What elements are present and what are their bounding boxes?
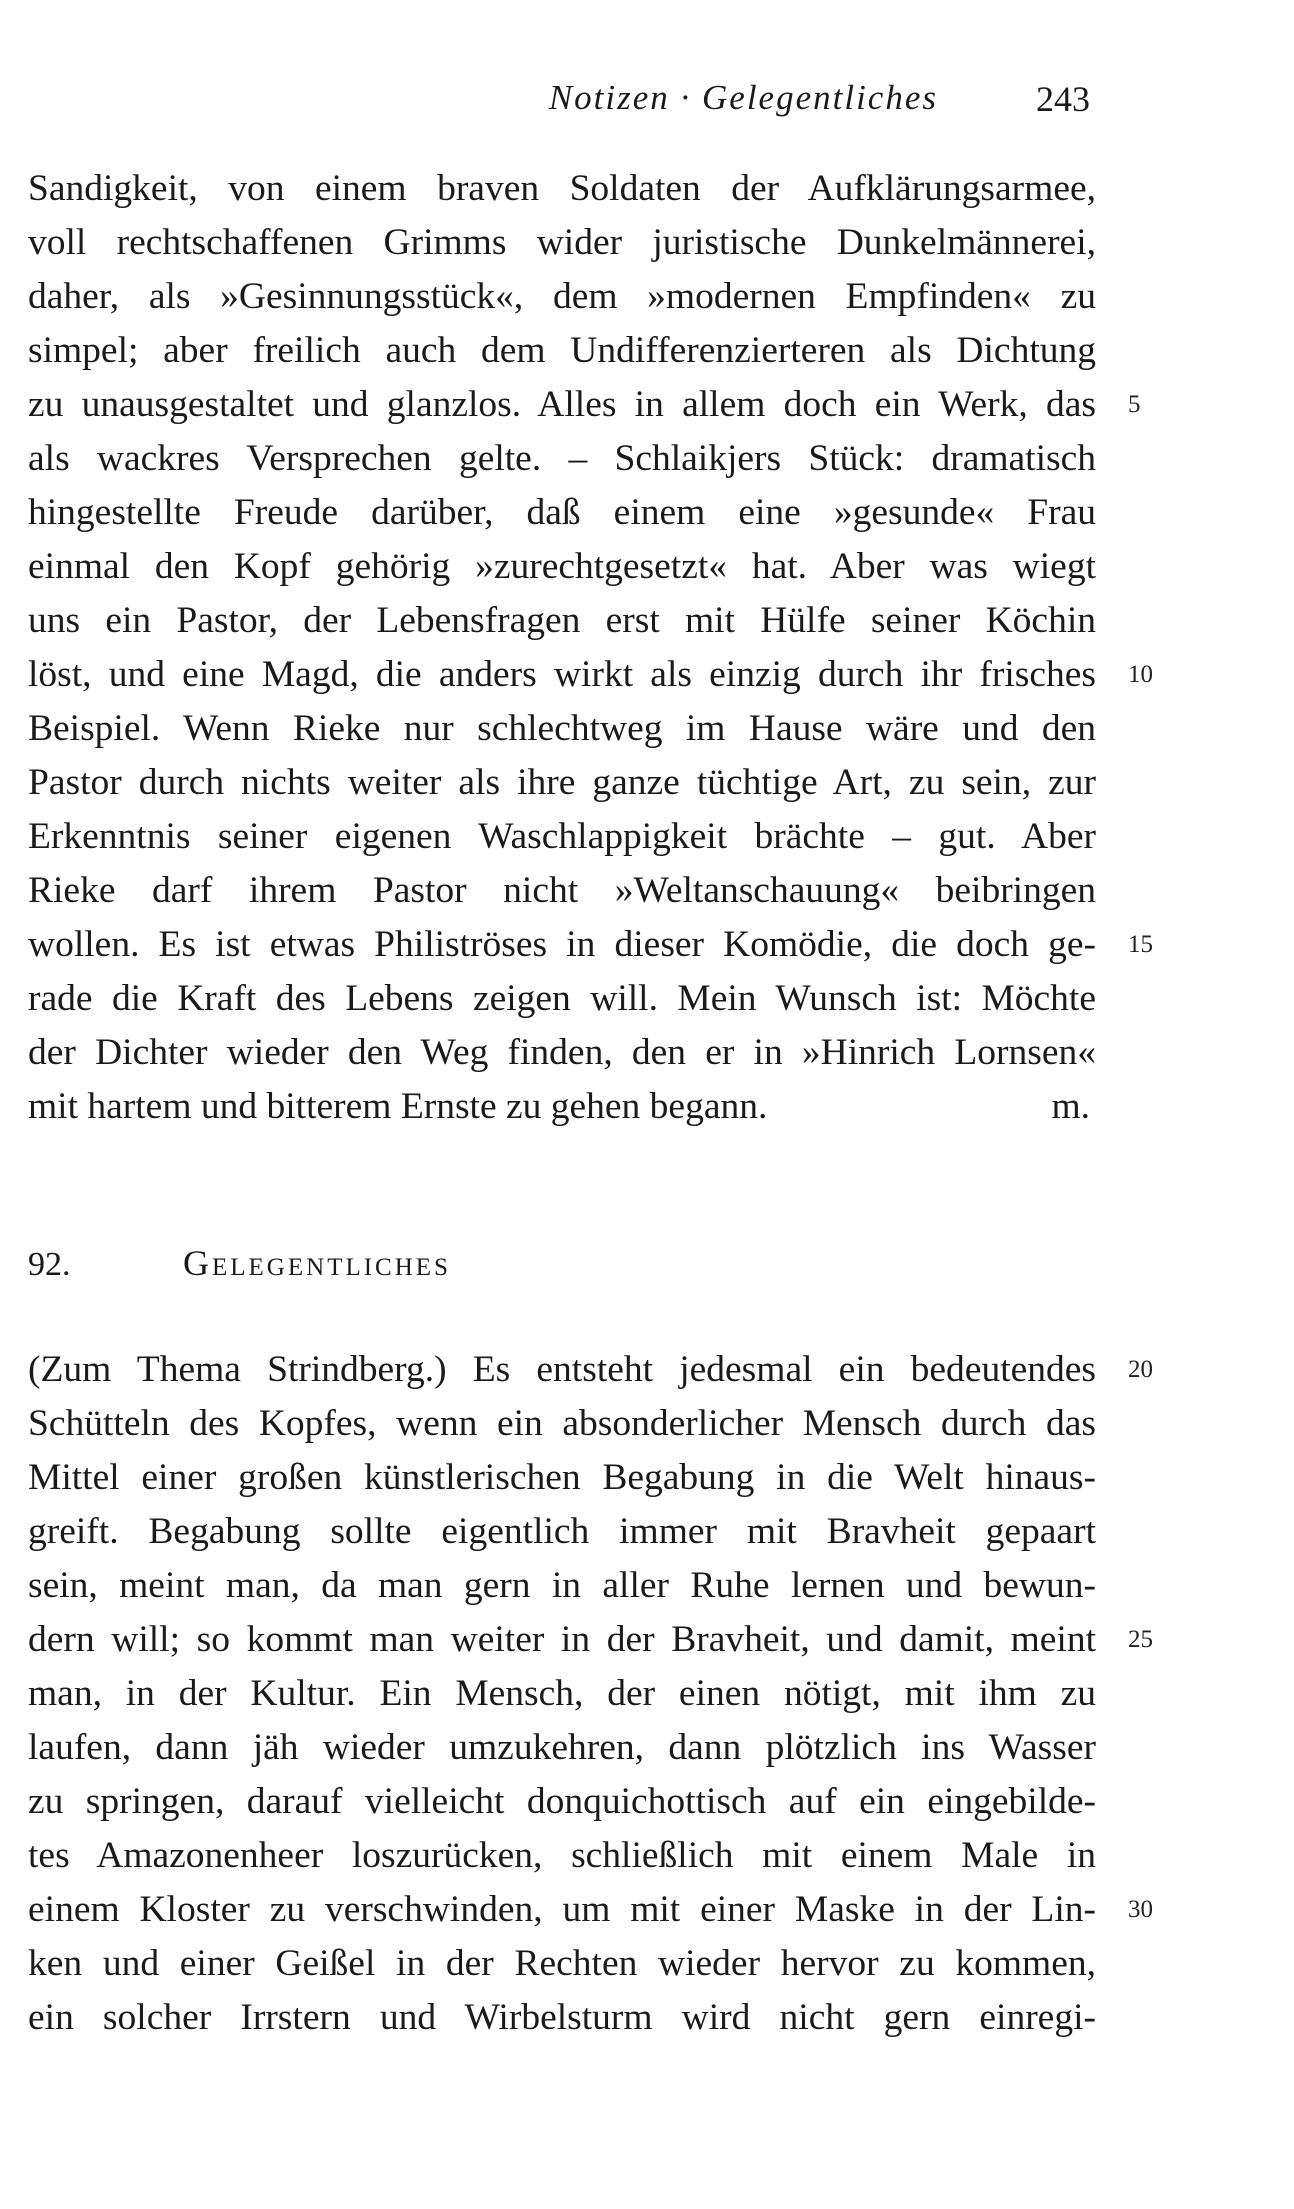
- text-line: tes Amazonenheer loszurücken, schließlich mit einem Male in: [28, 1835, 1096, 1876]
- text-line: Mittel einer großen künstlerischen Begabung in die Welt hinaus-: [28, 1457, 1096, 1498]
- margin-line-number: 25: [1128, 1626, 1153, 1653]
- paragraph-2: [28, 1343, 1096, 2045]
- text-line: hingestellte Freude darüber, daß einem eine »gesunde« Frau: [28, 492, 1096, 533]
- text-line: einem Kloster zu verschwinden, um mit einer Maske in der Lin-: [28, 1889, 1096, 1930]
- text-line: laufen, dann jäh wieder umzukehren, dann plötzlich ins Wasser: [28, 1727, 1096, 1768]
- text-line: mit hartem und bitterem Ernste zu gehen begann.: [28, 1086, 768, 1127]
- text-line: als wackres Versprechen gelte. – Schlaikjers Stück: dramatisch: [28, 438, 1096, 479]
- text-line: zu unausgestaltet und glanzlos. Alles in allem doch ein Werk, das: [28, 384, 1096, 425]
- text-line: Beispiel. Wenn Rieke nur schlechtweg im Hause wäre und den: [28, 708, 1096, 749]
- section-number: 92.: [28, 1246, 71, 1283]
- author-signature: m.: [1051, 1086, 1090, 1127]
- page-number: 243: [1036, 79, 1090, 119]
- section-title: Gelegentliches: [183, 1243, 451, 1283]
- margin-line-number: 10: [1128, 661, 1153, 688]
- text-line: daher, als »Gesinnungsstück«, dem »modernen Empfinden« zu: [28, 276, 1096, 317]
- text-line: dern will; so kommt man weiter in der Bravheit, und damit, meint: [28, 1619, 1096, 1660]
- page-header: [0, 78, 1294, 138]
- text-line: man, in der Kultur. Ein Mensch, der einen nötigt, mit ihm zu: [28, 1673, 1096, 1714]
- margin-line-number: 15: [1128, 931, 1153, 958]
- text-line: Rieke darf ihrem Pastor nicht »Weltanschauung« beibringen: [28, 870, 1096, 911]
- text-line: sein, meint man, da man gern in aller Ruhe lernen und bewun-: [28, 1565, 1096, 1606]
- paragraph-1: [28, 162, 1096, 1134]
- text-line: uns ein Pastor, der Lebensfragen erst mit Hülfe seiner Köchin: [28, 600, 1096, 641]
- running-head: Notizen · Gelegentliches: [548, 78, 938, 117]
- text-line: Pastor durch nichts weiter als ihre ganze tüchtige Art, zu sein, zur: [28, 762, 1096, 803]
- closing-line: [28, 1080, 1096, 1134]
- text-line: der Dichter wieder den Weg finden, den er in »Hinrich Lornsen«: [28, 1032, 1096, 1073]
- margin-line-number: 5: [1128, 391, 1141, 418]
- text-line: Erkenntnis seiner eigenen Waschlappigkeit brächte – gut. Aber: [28, 816, 1096, 857]
- text-line: rade die Kraft des Lebens zeigen will. Mein Wunsch ist: Möchte: [28, 978, 1096, 1019]
- text-line: Sandigkeit, von einem braven Soldaten der Aufklärungsarmee,: [28, 168, 1096, 209]
- text-line: (Zum Thema Strindberg.) Es entsteht jedesmal ein bedeutendes: [28, 1349, 1096, 1390]
- text-line: einmal den Kopf gehörig »zurechtgesetzt« hat. Aber was wiegt: [28, 546, 1096, 587]
- text-line: greift. Begabung sollte eigentlich immer mit Bravheit gepaart: [28, 1511, 1096, 1552]
- text-line: zu springen, darauf vielleicht donquichottisch auf ein eingebilde-: [28, 1781, 1096, 1822]
- text-line: wollen. Es ist etwas Philiströses in dieser Komödie, die doch ge-: [28, 924, 1096, 965]
- text-line: voll rechtschaffenen Grimms wider juristische Dunkelmännerei,: [28, 222, 1096, 263]
- text-line: löst, und eine Magd, die anders wirkt als einzig durch ihr frisches: [28, 654, 1096, 695]
- text-line: Schütteln des Kopfes, wenn ein absonderlicher Mensch durch das: [28, 1403, 1096, 1444]
- text-line: simpel; aber freilich auch dem Undifferenzierteren als Dichtung: [28, 330, 1096, 371]
- text-line: ken und einer Geißel in der Rechten wieder hervor zu kommen,: [28, 1943, 1096, 1984]
- text-line: ein solcher Irrstern und Wirbelsturm wird nicht gern einregi-: [28, 1997, 1096, 2038]
- margin-line-number: 20: [1128, 1356, 1153, 1383]
- margin-line-number: 30: [1128, 1896, 1153, 1923]
- section-heading: [28, 1236, 451, 1290]
